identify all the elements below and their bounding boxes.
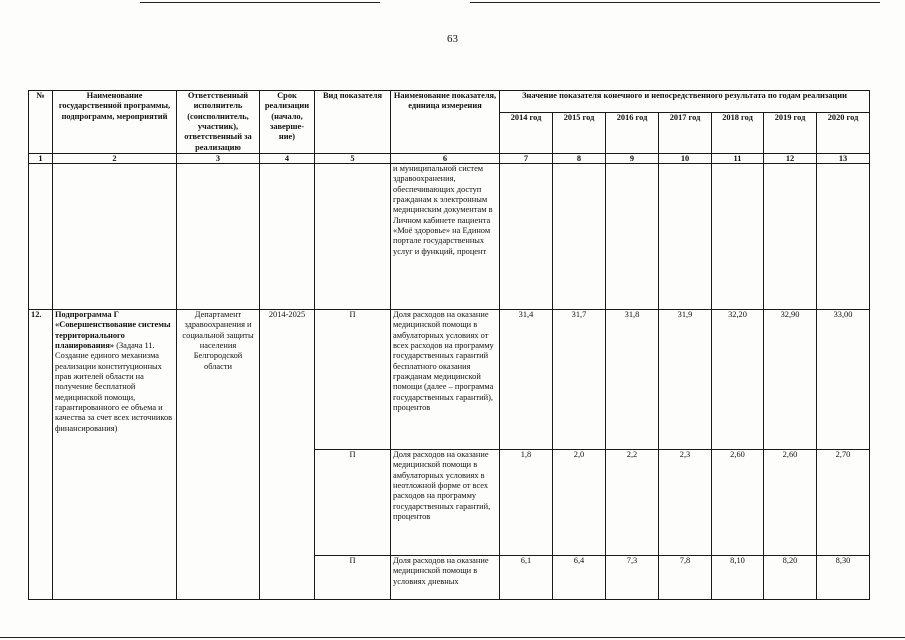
column-number: 9	[606, 153, 659, 163]
value-cell: 31,9	[659, 309, 712, 449]
value-cell: 8,20	[764, 555, 817, 599]
column-number: 7	[500, 153, 553, 163]
column-number: 12	[764, 153, 817, 163]
column-number: 11	[712, 153, 764, 163]
column-number: 10	[659, 153, 712, 163]
page-number: 63	[447, 33, 458, 45]
header-name: Наименование государственной программы, подпрограмм, мероприятий	[53, 91, 177, 154]
indicator-cell: Доля расходов на оказание медицинской помощи в условиях дневных	[391, 555, 500, 599]
value-cell: 8,30	[817, 555, 870, 599]
column-number-row	[29, 153, 870, 163]
value-cell: 1,8	[500, 449, 553, 555]
continuation-row	[29, 163, 870, 309]
column-number: 1	[29, 153, 53, 163]
indicator-table	[28, 90, 870, 600]
header-year: 2015 год	[553, 113, 606, 154]
value-cell: 31,4	[500, 309, 553, 449]
indicator-cell: и муниципальной систем здравоохранения, обеспечивающих доступ гражданам к электронным медицинским документам в Личном кабинете пациента «Моё здоровье» на Едином портале государственных услуг и функций, процент	[391, 163, 500, 309]
crop-mark	[140, 2, 380, 3]
indicator-cell: Доля расходов на оказание медицинской помощи в амбулаторных условиях в неотложной форме от всех расходов на программу государственных гарантий, процентов	[391, 449, 500, 555]
header-year: 2019 год	[764, 113, 817, 154]
value-cell: 2,60	[712, 449, 764, 555]
header-year: 2016 год	[606, 113, 659, 154]
header-indicator: Наименование показателя, единица измерения	[391, 91, 500, 154]
header-values-group: Значение показателя конечного и непосредственного результата по годам реализации	[500, 91, 870, 113]
header-year: 2017 год	[659, 113, 712, 154]
value-cell: 32,90	[764, 309, 817, 449]
header-year: 2018 год	[712, 113, 764, 154]
header-year: 2014 год	[500, 113, 553, 154]
column-number: 8	[553, 153, 606, 163]
term-cell: 2014-2025	[260, 309, 315, 599]
value-cell: 31,7	[553, 309, 606, 449]
header-row	[29, 91, 870, 113]
crop-mark	[0, 637, 905, 638]
value-cell: 6,1	[500, 555, 553, 599]
value-cell: 2,70	[817, 449, 870, 555]
crop-mark	[470, 2, 880, 3]
subprogram-title: Подпрограмма Г «Совершенствование системы территориального планирования»	[55, 309, 171, 350]
value-cell: 32,20	[712, 309, 764, 449]
header-kind: Вид показателя	[315, 91, 391, 154]
header-executor: Ответственный исполнитель (соисполнитель, участник), ответственный за реализацию	[177, 91, 260, 154]
column-number: 2	[53, 153, 177, 163]
value-cell: 2,2	[606, 449, 659, 555]
value-cell: 2,60	[764, 449, 817, 555]
subprogram-name-cell	[53, 309, 177, 599]
column-number: 5	[315, 153, 391, 163]
header-term: Срок реализации (начало, заверше-ние)	[260, 91, 315, 154]
indicator-cell: Доля расходов на оказание медицинской помощи в амбулаторных условиях от всех расходов на программу государственных гарантий бесплатного оказания гражданам медицинской помощи (далее – программа государственных гарантий), процентов	[391, 309, 500, 449]
row-number: 12.	[29, 309, 53, 599]
value-cell: 7,3	[606, 555, 659, 599]
value-cell: 2,0	[553, 449, 606, 555]
value-cell: 7,8	[659, 555, 712, 599]
header-no: №	[29, 91, 53, 154]
column-number: 6	[391, 153, 500, 163]
value-cell: 8,10	[712, 555, 764, 599]
value-cell: 6,4	[553, 555, 606, 599]
kind-cell: П	[315, 309, 391, 449]
header-year: 2020 год	[817, 113, 870, 154]
subprogram-task: (Задача 11. Создание единого механизма реализации конституционных прав жителей области на получение бесплатной медицинской помощи, гарантированного ее объема и качества за счет всех источников финансирования)	[55, 340, 173, 433]
column-number: 3	[177, 153, 260, 163]
kind-cell: П	[315, 555, 391, 599]
subprogram-row	[29, 309, 870, 449]
value-cell: 31,8	[606, 309, 659, 449]
kind-cell: П	[315, 449, 391, 555]
column-number: 4	[260, 153, 315, 163]
value-cell: 33,00	[817, 309, 870, 449]
value-cell: 2,3	[659, 449, 712, 555]
column-number: 13	[817, 153, 870, 163]
executor-cell: Департамент здравоохранения и социальной защиты населения Белгородской области	[177, 309, 260, 599]
